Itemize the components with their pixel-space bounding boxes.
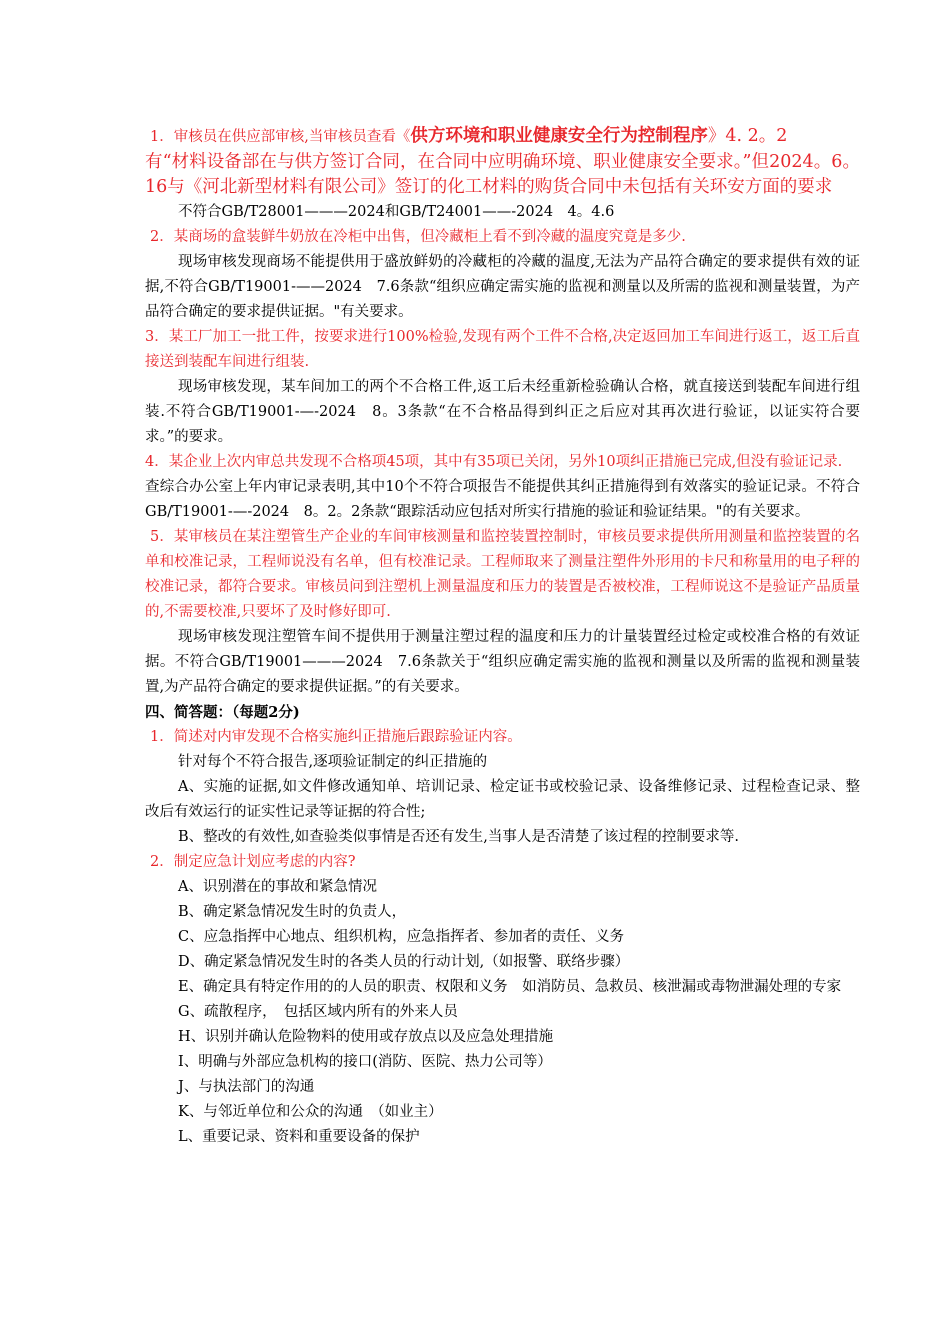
s2-line: I、明确与外部应急机构的接口(消防、医院、热力公司等）	[178, 1054, 552, 1070]
q1-number: 1．	[150, 129, 174, 145]
q1-text-b: 供方环境和职业健康安全行为控制程序	[410, 126, 708, 146]
q1-answer: 不符合GB/T28001———2024和GB/T24001——-2024 4。4.6	[178, 204, 615, 220]
q2-answer: 现场审核发现商场不能提供用于盛放鲜奶的冷藏柜的冷藏的温度,无法为产品符合确定的要求提供有效的证据,不符合GB/T19001-——2024 7.6条款“组织应确定需实施的监视和测量以及所需的监视和测量装置，为产品符合确定的要求提供证据。"有关要求。	[145, 254, 860, 320]
s2-line: G、疏散程序， 包括区域内所有的外来人员	[178, 1004, 458, 1020]
q3-question: 3．某工厂加工一批工件，按要求进行100%检验,发现有两个工件不合格,决定返回加工车间进行返工，返工后直接送到装配车间进行组装.	[145, 329, 860, 370]
q1-question-cont: 有“材料设备部在与供方签订合同，在合同中应明确环境、职业健康安全要求。”但2024。6。16与《河北新型材料有限公司》签订的化工材料的购货合同中未包括有关环安方面的要求	[145, 152, 860, 197]
q4-answer: 查综合办公室上年内审记录表明,其中10个不符合项报告不能提供其纠正措施得到有效落实的验证记录。不符合GB/T19001-—-2024 8。2。2条款“跟踪活动应包括对所实行措施的验证和验证结果。"的有关要求。	[145, 479, 860, 520]
q4-question: 4．某企业上次内审总共发现不合格项45项，其中有35项已关闭，另外10项纠正措施已完成,但没有验证记录.	[145, 454, 843, 470]
s2-line: K、与邻近单位和公众的沟通 （如业主）	[178, 1104, 443, 1120]
q1-text-c: 》4. 2。2	[707, 126, 788, 146]
s1-line: 针对每个不符合报告,逐项验证制定的纠正措施的	[178, 754, 488, 770]
s2-line: J、与执法部门的沟通	[178, 1079, 315, 1095]
s2-line: E、确定具有特定作用的的人员的职责、权限和义务 如消防员、急救员、核泄漏或毒物泄漏处理的专家	[178, 979, 842, 995]
s2-line: A、识别潜在的事故和紧急情况	[178, 879, 377, 895]
q5-answer: 现场审核发现注塑管车间不提供用于测量注塑过程的温度和压力的计量装置经过检定或校准合格的有效证据。不符合GB/T19001———2024 7.6条款关于“组织应确定需实施的监视和测量以及所需的监视和测量装置,为产品符合确定的要求提供证据。”的有关要求。	[145, 629, 860, 695]
q2-question: 2．某商场的盒装鲜牛奶放在冷柜中出售，但冷藏柜上看不到冷藏的温度究竟是多少.	[150, 229, 686, 245]
q3-answer: 现场审核发现，某车间加工的两个不合格工件,返工后未经重新检验确认合格，就直接送到装配车间进行组装.不符合GB/T19001-—-2024 8。3条款“在不合格品得到纠正之后应对其再次进行验证，以证实符合要求。”的要求。	[145, 379, 860, 445]
s1-line: B、整改的有效性,如查验类似事情是否还有发生,当事人是否清楚了该过程的控制要求等.	[178, 829, 739, 845]
s2-line: C、应急指挥中心地点、组织机构，应急指挥者、参加者的责任、义务	[178, 929, 625, 945]
document-page	[145, 124, 860, 1150]
s2-line: L、重要记录、资料和重要设备的保护	[178, 1129, 420, 1145]
section-title: 四、简答题：（每题2分)	[145, 704, 300, 721]
q5-question: 5．某审核员在某注塑管生产企业的车间审核测量和监控装置控制时，审核员要求提供所用测量和监控装置的名单和校准记录，工程师说没有名单，但有校准记录。工程师取来了测量注塑件外形用的卡尺和称量用的电子秤的校准记录，都符合要求。审核员问到注塑机上测量温度和压力的装置是否被校准，工程师说这不是验证产品质量的,不需要校准,只要坏了及时修好即可.	[145, 529, 860, 620]
s2-line: D、确定紧急情况发生时的各类人员的行动计划,（如报警、联络步骤）	[178, 954, 630, 970]
s2-question: 2．制定应急计划应考虑的内容?	[150, 854, 356, 870]
s2-line: B、确定紧急情况发生时的负责人，	[178, 904, 407, 920]
s2-line: H、识别并确认危险物料的使用或存放点以及应急处理措施	[178, 1029, 554, 1045]
s1-question: 1．简述对内审发现不合格实施纠正措施后跟踪验证内容。	[150, 729, 522, 745]
q1-text-a: 审核员在供应部审核,当审核员查看《	[173, 129, 411, 145]
s1-line: A、实施的证据,如文件修改通知单、培训记录、检定证书或校验记录、设备维修记录、过程检查记录、整改后有效运行的证实性记录等证据的符合性;	[145, 779, 860, 820]
q1-question	[145, 124, 860, 150]
